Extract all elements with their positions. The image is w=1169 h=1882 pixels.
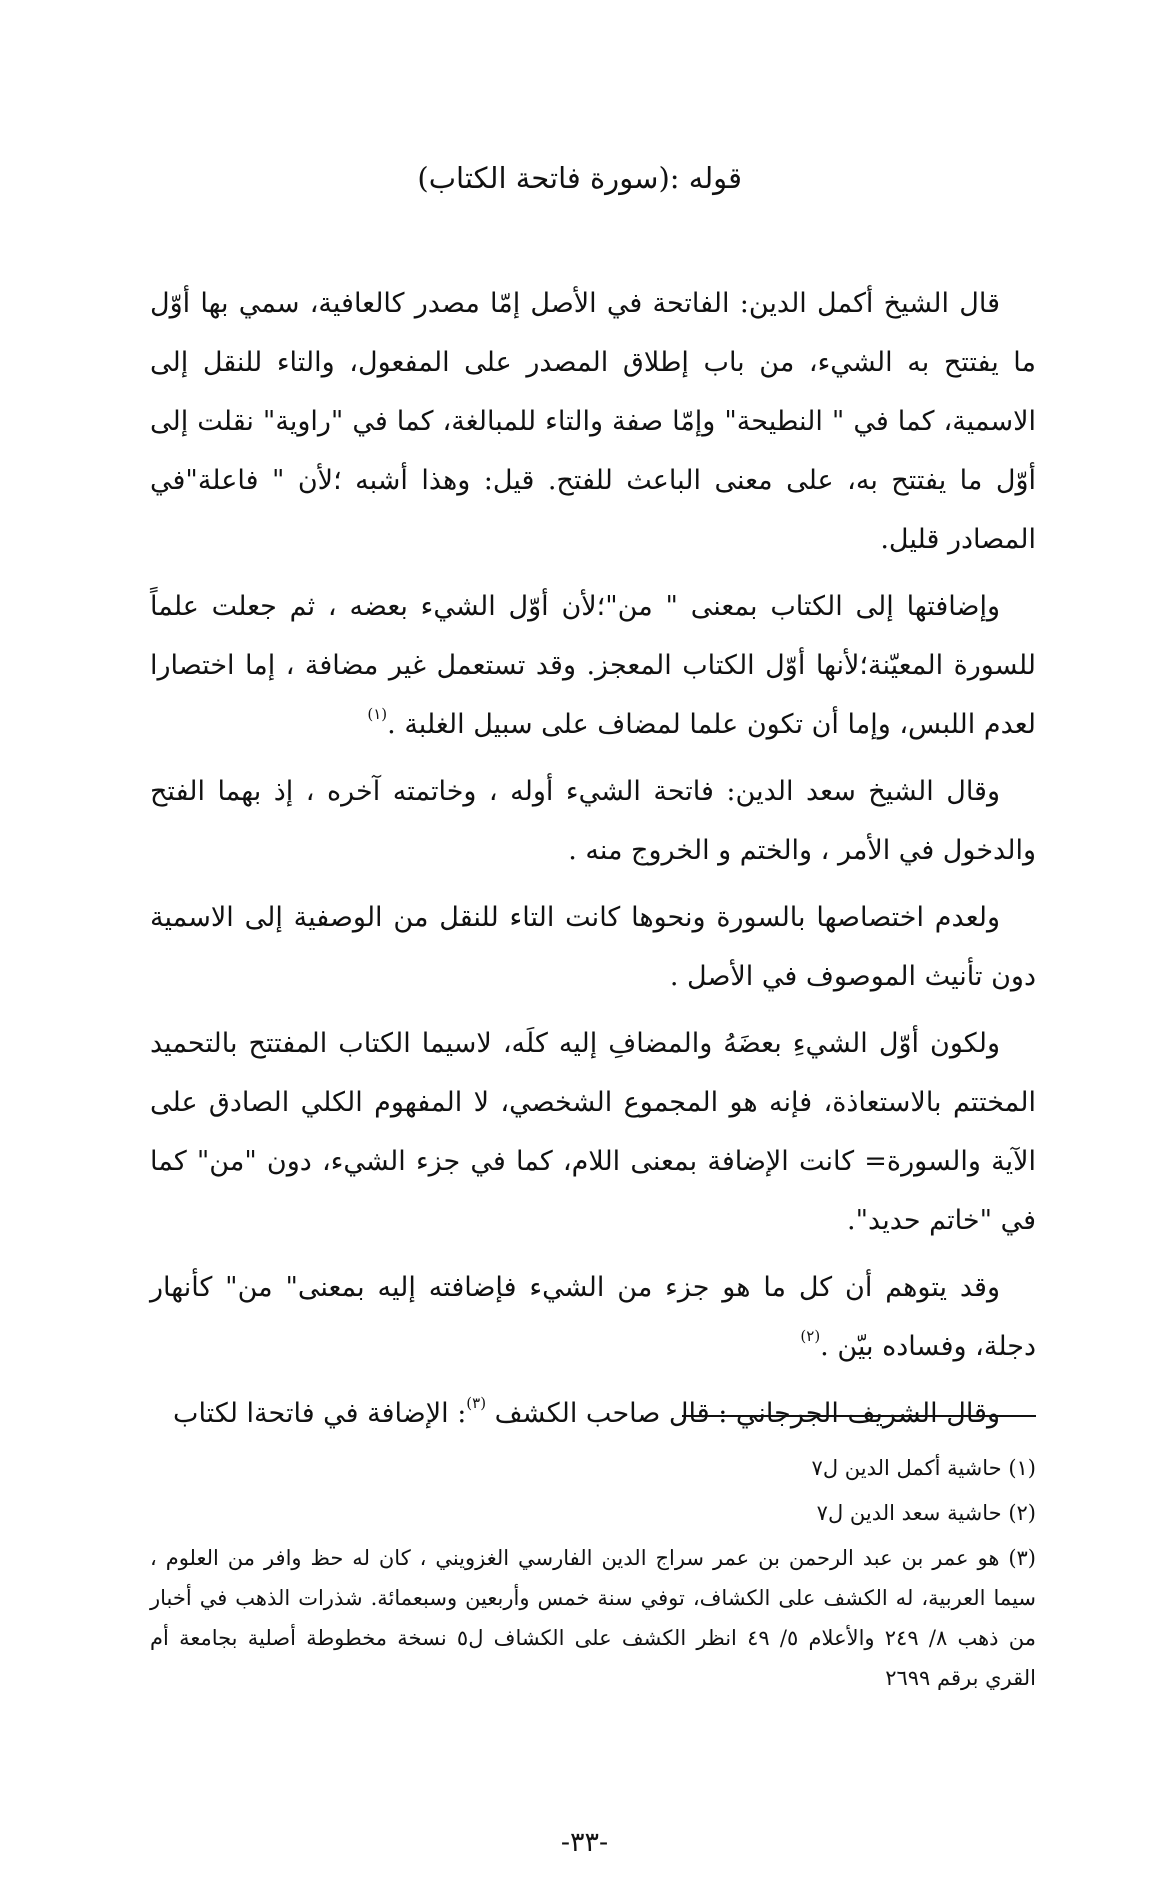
paragraph-1: قال الشيخ أكمل الدين: الفاتحة في الأصل إمّا مصدر كالعافية، سمي بها أوّل ما يفتتح به الشيء، من باب إطلاق المصدر على المفعول، والتاء للنقل إلى الاسمية، كما في " النطيحة" وإمّا صفة والتاء للمبالغة، كما في "راوية" نقلت إلى أوّل ما يفتتح به، على معنى الباعث للفتح. قيل: وهذا أشبه ؛لأن " فاعلة"في المصادر قليل.: [150, 288, 1036, 555]
paragraph-2-text: وإضافتها إلى الكتاب بمعنى " من"؛لأن أوّل الشيء بعضه ، ثم جعلت علماً للسورة المعيّنة؛لأنها أوّل الكتاب المعجز. وقد تستعمل غير مضافة ، إما اختصارا لعدم اللبس، وإما أن تكون علما لمضاف على سبيل الغلبة .: [150, 591, 1036, 740]
paragraph-4: ولعدم اختصاصها بالسورة ونحوها كانت التاء للنقل من الوصفية إلى الاسمية دون تأنيث الموصوف في الأصل .: [150, 902, 1036, 992]
paragraph-5: ولكون أوّل الشيءِ بعضَهُ والمضافِ إليه كلَه، لاسيما الكتاب المفتتح بالتحميد المختتم بالاستعاذة، فإنه هو المجموع الشخصي، لا المفهوم الكلي الصادق على الآية والسورة= كانت الإضافة بمعنى اللام، كما في جزء الشيء، دون "من" كما في "خاتم حديد".: [150, 1028, 1036, 1236]
footnote-1: (١) حاشية أكمل الدين ل٧: [811, 1456, 1036, 1480]
footnote-ref-1: (١): [367, 705, 388, 723]
footnote-ref-3: (٣): [466, 1394, 487, 1412]
footnote-3: (٣) هو عمر بن عبد الرحمن بن عمر سراج الدين الفارسي الغزويني ، كان له حظ وافر من العلوم ، سيما العربية، له الكشف على الكشاف، توفي سنة خمس وأربعين وسبعمائة. شذرات الذهب في أخبار من ذهب ٨/ ٢٤٩ والأعلام ٥/ ٤٩ انظر الكشف على الكشاف ل٥ نسخة مخطوطة أصلية بجامعة أم القري برقم ٢٦٩٩: [150, 1546, 1036, 1690]
paragraph-6-text: وقد يتوهم أن كل ما هو جزء من الشيء فإضافته إليه بمعنى" من" كأنهار دجلة، وفساده بيّن .: [150, 1272, 1036, 1362]
section-heading: قوله :(سورة فاتحة الكتاب): [417, 161, 742, 195]
footnote-ref-2: (٢): [800, 1327, 821, 1345]
paragraph-7: [150, 1384, 1036, 1443]
footnotes: [150, 1448, 1036, 1703]
paragraph-7-text: وقال الشريف الجرجاني : قال صاحب الكشف: [494, 1398, 1000, 1429]
paragraph-7-tail: : الإضافة في فاتحةا لكتاب: [173, 1398, 467, 1429]
page-number: -٣٣-: [560, 1827, 609, 1858]
paragraph-6: [150, 1258, 1036, 1376]
footnote-separator: [682, 1415, 1036, 1417]
main-text: [150, 274, 1036, 1443]
footnote-2: (٢) حاشية سعد الدين ل٧: [816, 1501, 1036, 1525]
paragraph-3: وقال الشيخ سعد الدين: فاتحة الشيء أوله ، وخاتمته آخره ، إذ بهما الفتح والدخول في الأمر ، والختم و الخروج منه .: [150, 776, 1036, 866]
paragraph-2: [150, 577, 1036, 754]
